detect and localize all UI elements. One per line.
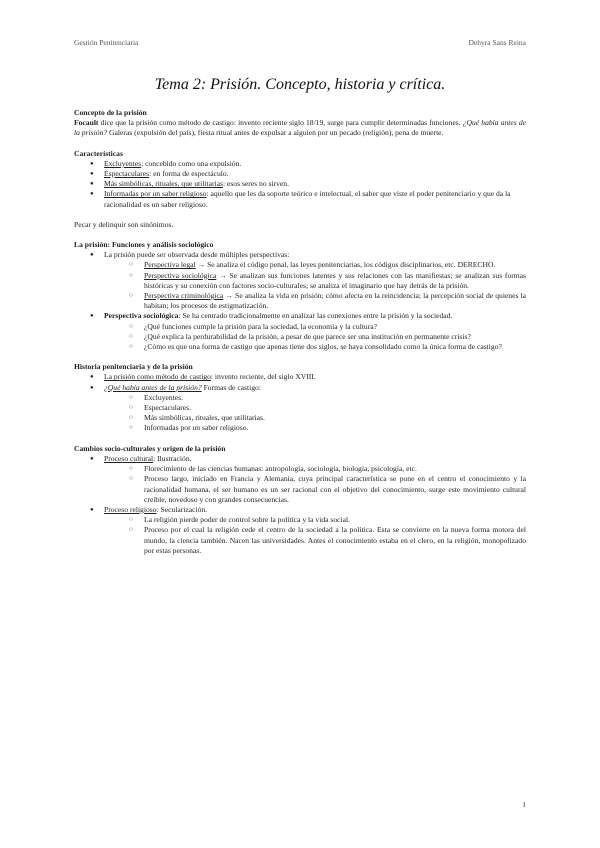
sub-list-item: ○ Informadas por un saber religioso. (74, 423, 526, 433)
header-author: Dehyra Sans Reina (468, 38, 526, 47)
list-item-text: : concebido como una expulsión. (141, 158, 242, 168)
sub-list-item: ○ Florecimiento de las ciencias humanas: antropología, sociología, biología, psicología, etc. (74, 464, 526, 474)
list-item-text: : Ilustración. (153, 453, 192, 463)
list-item-term: Perspectiva sociológica (104, 311, 179, 321)
section-heading-funciones: La prisión: Funciones y análisis sociológico (74, 240, 214, 250)
sub-item-text: → Se analiza el código penal, las leyes penitenciarias, los códigos disciplinarios, etc. DERECHO. (195, 260, 496, 270)
paragraph-text: dice que la prisión como método de castigo: invento reciente siglo 18/19, surge para cumplir determinadas funciones. (98, 118, 463, 128)
section-heading-caracteristicas: Características (74, 148, 123, 158)
sub-list-item: ○ Espectaculares. (74, 403, 526, 413)
list-item-term: Informadas por un saber religioso (104, 189, 207, 199)
list-item (74, 505, 526, 556)
formas-castigo-list (74, 393, 526, 434)
perspectivas-list (74, 260, 526, 311)
sub-list-item (74, 291, 526, 311)
list-item-term: ¿Qué había antes de la prisión? (104, 382, 202, 392)
cultural-list (74, 464, 526, 505)
page-title: Tema 2: Prisión. Concepto, historia y crítica. (154, 76, 446, 93)
list-item (74, 454, 526, 505)
header-course: Gestión Penitenciaria (74, 38, 139, 47)
section-heading-cambios: Cambios socio-culturales y origen de la prisión (74, 443, 226, 453)
list-item-term: Proceso cultural (104, 453, 154, 463)
sub-list-item (74, 260, 526, 270)
list-item-text: : Se ha centrado tradicionalmente en analizar las conexiones entre la prisión y la sociedad. (178, 311, 453, 321)
list-item-term: Excluyentes (104, 158, 142, 168)
list-item-term: Proceso religioso (104, 504, 157, 514)
historia-list (74, 372, 526, 433)
list-item-term: Espectaculares (104, 169, 150, 179)
list-item-term: Más simbólicas, rituales, que utilitarias (104, 179, 223, 189)
list-item-text: Formas de castigo: (201, 382, 261, 392)
sub-list-item (74, 271, 526, 291)
section-heading-historia: Historia penitenciaria y de la prisión (74, 362, 193, 372)
sub-item-text: → Se analizan sus funciones latentes y sus relaciones con las manifiestas; se analizan sus formas históricas y su conexión con factores socio-culturales; se analiza el imaginario que hay detrás de la prisión. (144, 270, 527, 290)
sub-list-item: ○ ¿Qué explica la perdurabilidad de la prisión, a pesar de que parece ser una institución en permanente crisis? (74, 332, 526, 342)
focault-name: Focault (74, 118, 99, 128)
list-item (74, 169, 526, 179)
cambios-list (74, 454, 526, 556)
sub-list-item: ○ Proceso por el cual la religión cede el centro de la sociedad a la política. Esta se convierte en la nueva forma motora del mundo, la ciencia también. Nacen las universidades. Antes el conocimiento estaba en el clero, en la religión, monopolizado por estas personas. (74, 525, 526, 556)
list-item-term: La prisión como método de castigo (104, 372, 211, 382)
list-item (74, 159, 526, 169)
list-item (74, 372, 526, 382)
funciones-list (74, 250, 526, 352)
sub-list-item: ○ La religión pierde poder de control sobre la política y la vida social. (74, 515, 526, 525)
list-item (74, 383, 526, 434)
page-number: 1 (522, 800, 526, 809)
sub-item-term: Perspectiva criminológica (144, 291, 224, 301)
paragraph-concepto (74, 118, 526, 138)
sub-item-text: → Se analiza la vida en prisión; cómo afecta en la reincidencia; la percepción social de quienes la habitan; los procesos de estigmatización. (144, 291, 527, 311)
sub-list-item: ○ ¿Qué funciones cumple la prisión para la sociedad, la economía y la cultura? (74, 322, 526, 332)
sub-item-term: Perspectiva sociológica (144, 270, 217, 280)
paragraph-question: ¿Qué había antes de la prisión? (74, 118, 527, 138)
list-item (74, 189, 526, 209)
list-item-text: : esos seres no sirven. (222, 179, 289, 189)
sub-list-item: ○ ¿Cómo es que una forma de castigo que apenas tiene dos siglos, se haya consolidado como la única forma de castigo? (74, 342, 526, 352)
sub-list-item: ○ Proceso largo, iniciado en Francia y Alemania, cuya principal característica se pone en el centro el conocimiento y la racionalidad humana, el ser humano es un ser racional con el objetivo del conocimiento, surge este movimiento cultural creíble, novedoso y con grandes consecuencias. (74, 474, 526, 505)
sub-item-term: Perspectiva legal (144, 260, 196, 270)
list-item (74, 179, 526, 189)
list-item (74, 311, 526, 352)
religioso-list (74, 515, 526, 556)
document-body (74, 108, 526, 556)
list-item-text: : Secularización. (156, 504, 208, 514)
sub-list-item: ○ Excluyentes. (74, 393, 526, 403)
list-item-text: La prisión puede ser observada desde múltiples perspectivas: (104, 250, 290, 260)
caracteristicas-list (74, 159, 526, 210)
preguntas-list (74, 322, 526, 353)
note-pecar: Pecar y delinquir son sinónimos. (74, 219, 174, 229)
section-heading-concepto: Concepto de la prisión (74, 108, 147, 117)
list-item-text: : en forma de espectáculo. (149, 169, 229, 179)
sub-list-item: ○ Más simbólicas, rituales, que utilitarias. (74, 413, 526, 423)
paragraph-text: Galeras (expulsión del país), fiesta ritual antes de expulsar a alguien por un pecado (religión), pena de muerte. (107, 128, 444, 138)
list-item (74, 250, 526, 311)
list-item-text: : invento reciente, del siglo XVIII. (210, 372, 316, 382)
list-item-text: : aquello que les da soporte teórico e intelectual, el saber que viste el poder penitenciario y que da la racionalidad es un saber religioso. (104, 189, 511, 209)
